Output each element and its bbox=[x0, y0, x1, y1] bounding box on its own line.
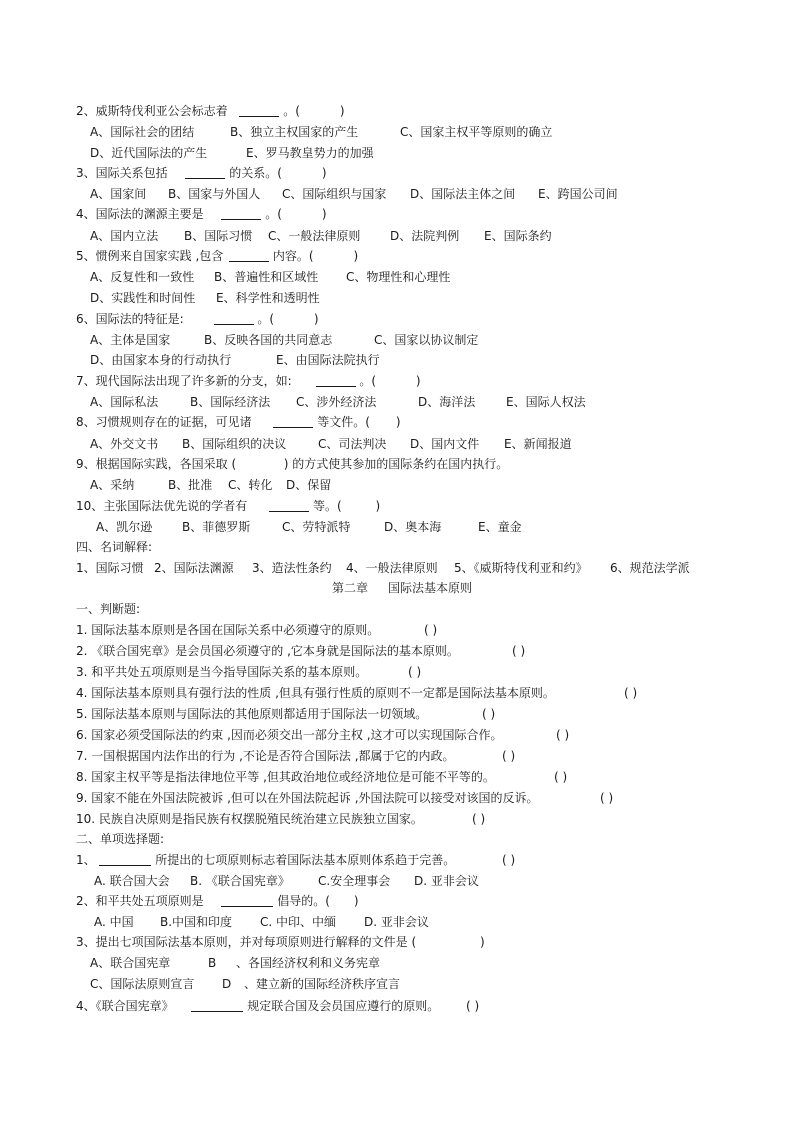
judge-paren[interactable]: ( ) bbox=[554, 770, 568, 784]
option: B、菲德罗斯 bbox=[182, 520, 251, 534]
option: A、采纳 bbox=[90, 478, 135, 492]
option: C、国家主权平等原则的确立 bbox=[400, 125, 553, 139]
question-7: 7、现代国际法出现了许多新的分支，如: 。( ) bbox=[76, 374, 421, 388]
answer-blank[interactable] bbox=[269, 499, 309, 512]
option: B.中国和印度 bbox=[160, 915, 233, 929]
option: E、国际条约 bbox=[484, 229, 552, 243]
option: C.安全理事会 bbox=[318, 874, 391, 888]
option: C、国际组织与国家 bbox=[282, 187, 387, 201]
judge-item: 1. 国际法基本原则是各国在国际关系中必须遵守的原则。 bbox=[76, 623, 380, 637]
question-6: 6、国际法的特征是: 。( ) bbox=[76, 312, 319, 326]
option: 、建立新的国际经济秩序宣言 bbox=[244, 977, 401, 991]
option: B、反映各国的共同意志 bbox=[204, 333, 333, 347]
option: B、批准 bbox=[168, 478, 213, 492]
option: C、司法判决 bbox=[318, 437, 387, 451]
option: B、国家与外国人 bbox=[168, 187, 261, 201]
option: C、国际法原则宣言 bbox=[90, 977, 195, 991]
answer-blank[interactable] bbox=[214, 312, 254, 325]
option-letter: D bbox=[222, 977, 232, 991]
option: D. 亚非会议 bbox=[364, 915, 429, 929]
answer-blank[interactable] bbox=[185, 166, 225, 179]
judge-paren[interactable]: ( ) bbox=[482, 707, 496, 721]
judge-paren[interactable]: ( ) bbox=[512, 644, 526, 658]
option: E、罗马教皇势力的加强 bbox=[246, 146, 374, 160]
option: D、近代国际法的产生 bbox=[90, 146, 208, 160]
term: 6、规范法学派 bbox=[610, 561, 690, 575]
section-heading-judge: 一、判断题: bbox=[76, 602, 141, 616]
judge-paren[interactable]: ( ) bbox=[408, 665, 422, 679]
judge-item: 10. 民族自决原则是指民族有权摆脱殖民统治建立民族独立国家。 bbox=[76, 812, 423, 826]
option: C、一般法律原则 bbox=[268, 229, 361, 243]
option: A、反复性和一致性 bbox=[90, 270, 195, 284]
answer-blank[interactable] bbox=[239, 104, 279, 117]
option: E、童金 bbox=[478, 520, 522, 534]
option: A、国际私法 bbox=[90, 395, 159, 409]
judge-paren[interactable]: ( ) bbox=[556, 728, 570, 742]
option: D、法院判例 bbox=[390, 229, 460, 243]
single-question-4: 4、《联合国宪章》 规定联合国及会员国应遵行的原则。 bbox=[76, 999, 440, 1013]
option: B、独立主权国家的产生 bbox=[230, 125, 359, 139]
chapter-subtitle: 国际法基本原则 bbox=[388, 581, 473, 595]
option: 、各国经济权利和义务宪章 bbox=[236, 956, 381, 970]
question-5: 5、惯例来自国家实践 ,包含 内容。( ) bbox=[76, 249, 359, 263]
option: D、由国家本身的行动执行 bbox=[90, 353, 232, 367]
option: B、国际经济法 bbox=[190, 395, 271, 409]
option: D、奥本海 bbox=[384, 520, 442, 534]
option: A、联合国宪章 bbox=[90, 956, 171, 970]
answer-blank[interactable] bbox=[273, 415, 313, 428]
judge-item: 2. 《联合国宪章》是会员国必须遵守的 ,它本身就是国际法的基本原则。 bbox=[76, 644, 459, 658]
option: A、国内立法 bbox=[90, 229, 159, 243]
term: 1、国际习惯 bbox=[76, 561, 144, 575]
option: D. 亚非会议 bbox=[414, 874, 479, 888]
option: D、实践性和时间性 bbox=[90, 291, 196, 305]
option: A、外交文书 bbox=[90, 437, 159, 451]
judge-paren[interactable]: ( ) bbox=[472, 812, 486, 826]
question-3: 3、国际关系包括 的关系。( ) bbox=[76, 166, 327, 180]
judge-item: 6. 国家必须受国际法的约束 ,因而必须交出一部分主权 ,这才可以实现国际合作。 bbox=[76, 728, 503, 742]
option: C、物理性和心理性 bbox=[346, 270, 451, 284]
judge-paren[interactable]: ( ) bbox=[624, 686, 638, 700]
option: B、国际组织的决议 bbox=[182, 437, 287, 451]
option: B、普遍性和区域性 bbox=[214, 270, 319, 284]
option: A. 中国 bbox=[94, 915, 134, 929]
option: E、科学性和透明性 bbox=[216, 291, 320, 305]
single-question-2: 2、和平共处五项原则是 倡导的。( ) bbox=[76, 894, 359, 908]
option: C. 中印、中缅 bbox=[260, 915, 337, 929]
answer-blank[interactable] bbox=[99, 853, 151, 866]
option: A. 联合国大会 bbox=[94, 874, 170, 888]
single-question-3: 3、提出七项国际法基本原则，并对每项原则进行解释的文件是 ( ) bbox=[76, 935, 485, 949]
term: 5、《威斯特伐利亚和约》 bbox=[454, 561, 588, 575]
judge-item: 3. 和平共处五项原则是当今指导国际关系的基本原则。 bbox=[76, 665, 368, 679]
judge-item: 4. 国际法基本原则具有强行法的性质 ,但具有强行性质的原则不一定都是国际法基本原则。 bbox=[76, 686, 555, 700]
option-letter: B bbox=[208, 956, 217, 970]
option: B、国际习惯 bbox=[184, 229, 253, 243]
option: E、国际人权法 bbox=[506, 395, 586, 409]
term: 3、造法性条约 bbox=[252, 561, 332, 575]
answer-blank[interactable] bbox=[221, 894, 273, 907]
answer-paren[interactable]: ( ) bbox=[466, 999, 480, 1013]
option: C、劳特派特 bbox=[282, 520, 351, 534]
judge-item: 9. 国家不能在外国法院被诉 ,但可以在外国法院起诉 ,外国法院可以接受对该国的反诉。 bbox=[76, 791, 539, 805]
question-9: 9、根据国际实践，各国采取 ( ) 的方式使其参加的国际条约在国内执行。 bbox=[76, 457, 509, 471]
chapter-title: 第二章 bbox=[332, 581, 369, 595]
answer-blank[interactable] bbox=[191, 999, 243, 1012]
option: A、凯尔逊 bbox=[96, 520, 153, 534]
section-heading-single-choice: 二、单项选择题: bbox=[76, 832, 165, 846]
option: D、海洋法 bbox=[418, 395, 476, 409]
option: A、国家间 bbox=[90, 187, 147, 201]
judge-item: 8. 国家主权平等是指法律地位平等 ,但其政治地位或经济地位是可能不平等的。 bbox=[76, 770, 495, 784]
option: C、涉外经济法 bbox=[296, 395, 377, 409]
answer-paren[interactable]: ( ) bbox=[502, 853, 516, 867]
option: D、国内文件 bbox=[410, 437, 480, 451]
option: B. 《联合国宪章》 bbox=[190, 874, 290, 888]
answer-blank[interactable] bbox=[221, 207, 261, 220]
option: C、转化 bbox=[228, 478, 273, 492]
judge-paren[interactable]: ( ) bbox=[502, 749, 516, 763]
judge-paren[interactable]: ( ) bbox=[424, 623, 438, 637]
term: 2、国际法渊源 bbox=[154, 561, 234, 575]
question-4: 4、国际法的渊源主要是 。( ) bbox=[76, 207, 327, 221]
option: A、主体是国家 bbox=[90, 333, 171, 347]
option: A、国际社会的团结 bbox=[90, 125, 195, 139]
judge-paren[interactable]: ( ) bbox=[600, 791, 614, 805]
section-heading-terms: 四、名词解释: bbox=[76, 540, 153, 554]
option: D、保留 bbox=[286, 478, 332, 492]
question-2: 2、威斯特伐利亚公会标志着 。( ) bbox=[76, 104, 345, 118]
question-10: 10、主张国际法优先说的学者有 等。( ) bbox=[76, 499, 381, 513]
option: C、国家以协议制定 bbox=[374, 333, 479, 347]
judge-item: 7. 一国根据国内法作出的行为 ,不论是否符合国际法 ,都属于它的内政。 bbox=[76, 749, 455, 763]
option: D、国际法主体之间 bbox=[410, 187, 516, 201]
option: E、由国际法院执行 bbox=[276, 353, 380, 367]
answer-blank[interactable] bbox=[316, 374, 356, 387]
judge-item: 5. 国际法基本原则与国际法的其他原则都适用于国际法一切领域。 bbox=[76, 707, 428, 721]
single-question-1: 1、 所提出的七项原则标志着国际法基本原则体系趋于完善。 bbox=[76, 853, 456, 867]
option: E、跨国公司间 bbox=[538, 187, 618, 201]
answer-blank[interactable] bbox=[229, 249, 269, 262]
question-8: 8、习惯规则存在的证据，可见诸 等文件。( ) bbox=[76, 415, 401, 429]
option: E、新闻报道 bbox=[504, 437, 572, 451]
term: 4、一般法律原则 bbox=[346, 561, 438, 575]
